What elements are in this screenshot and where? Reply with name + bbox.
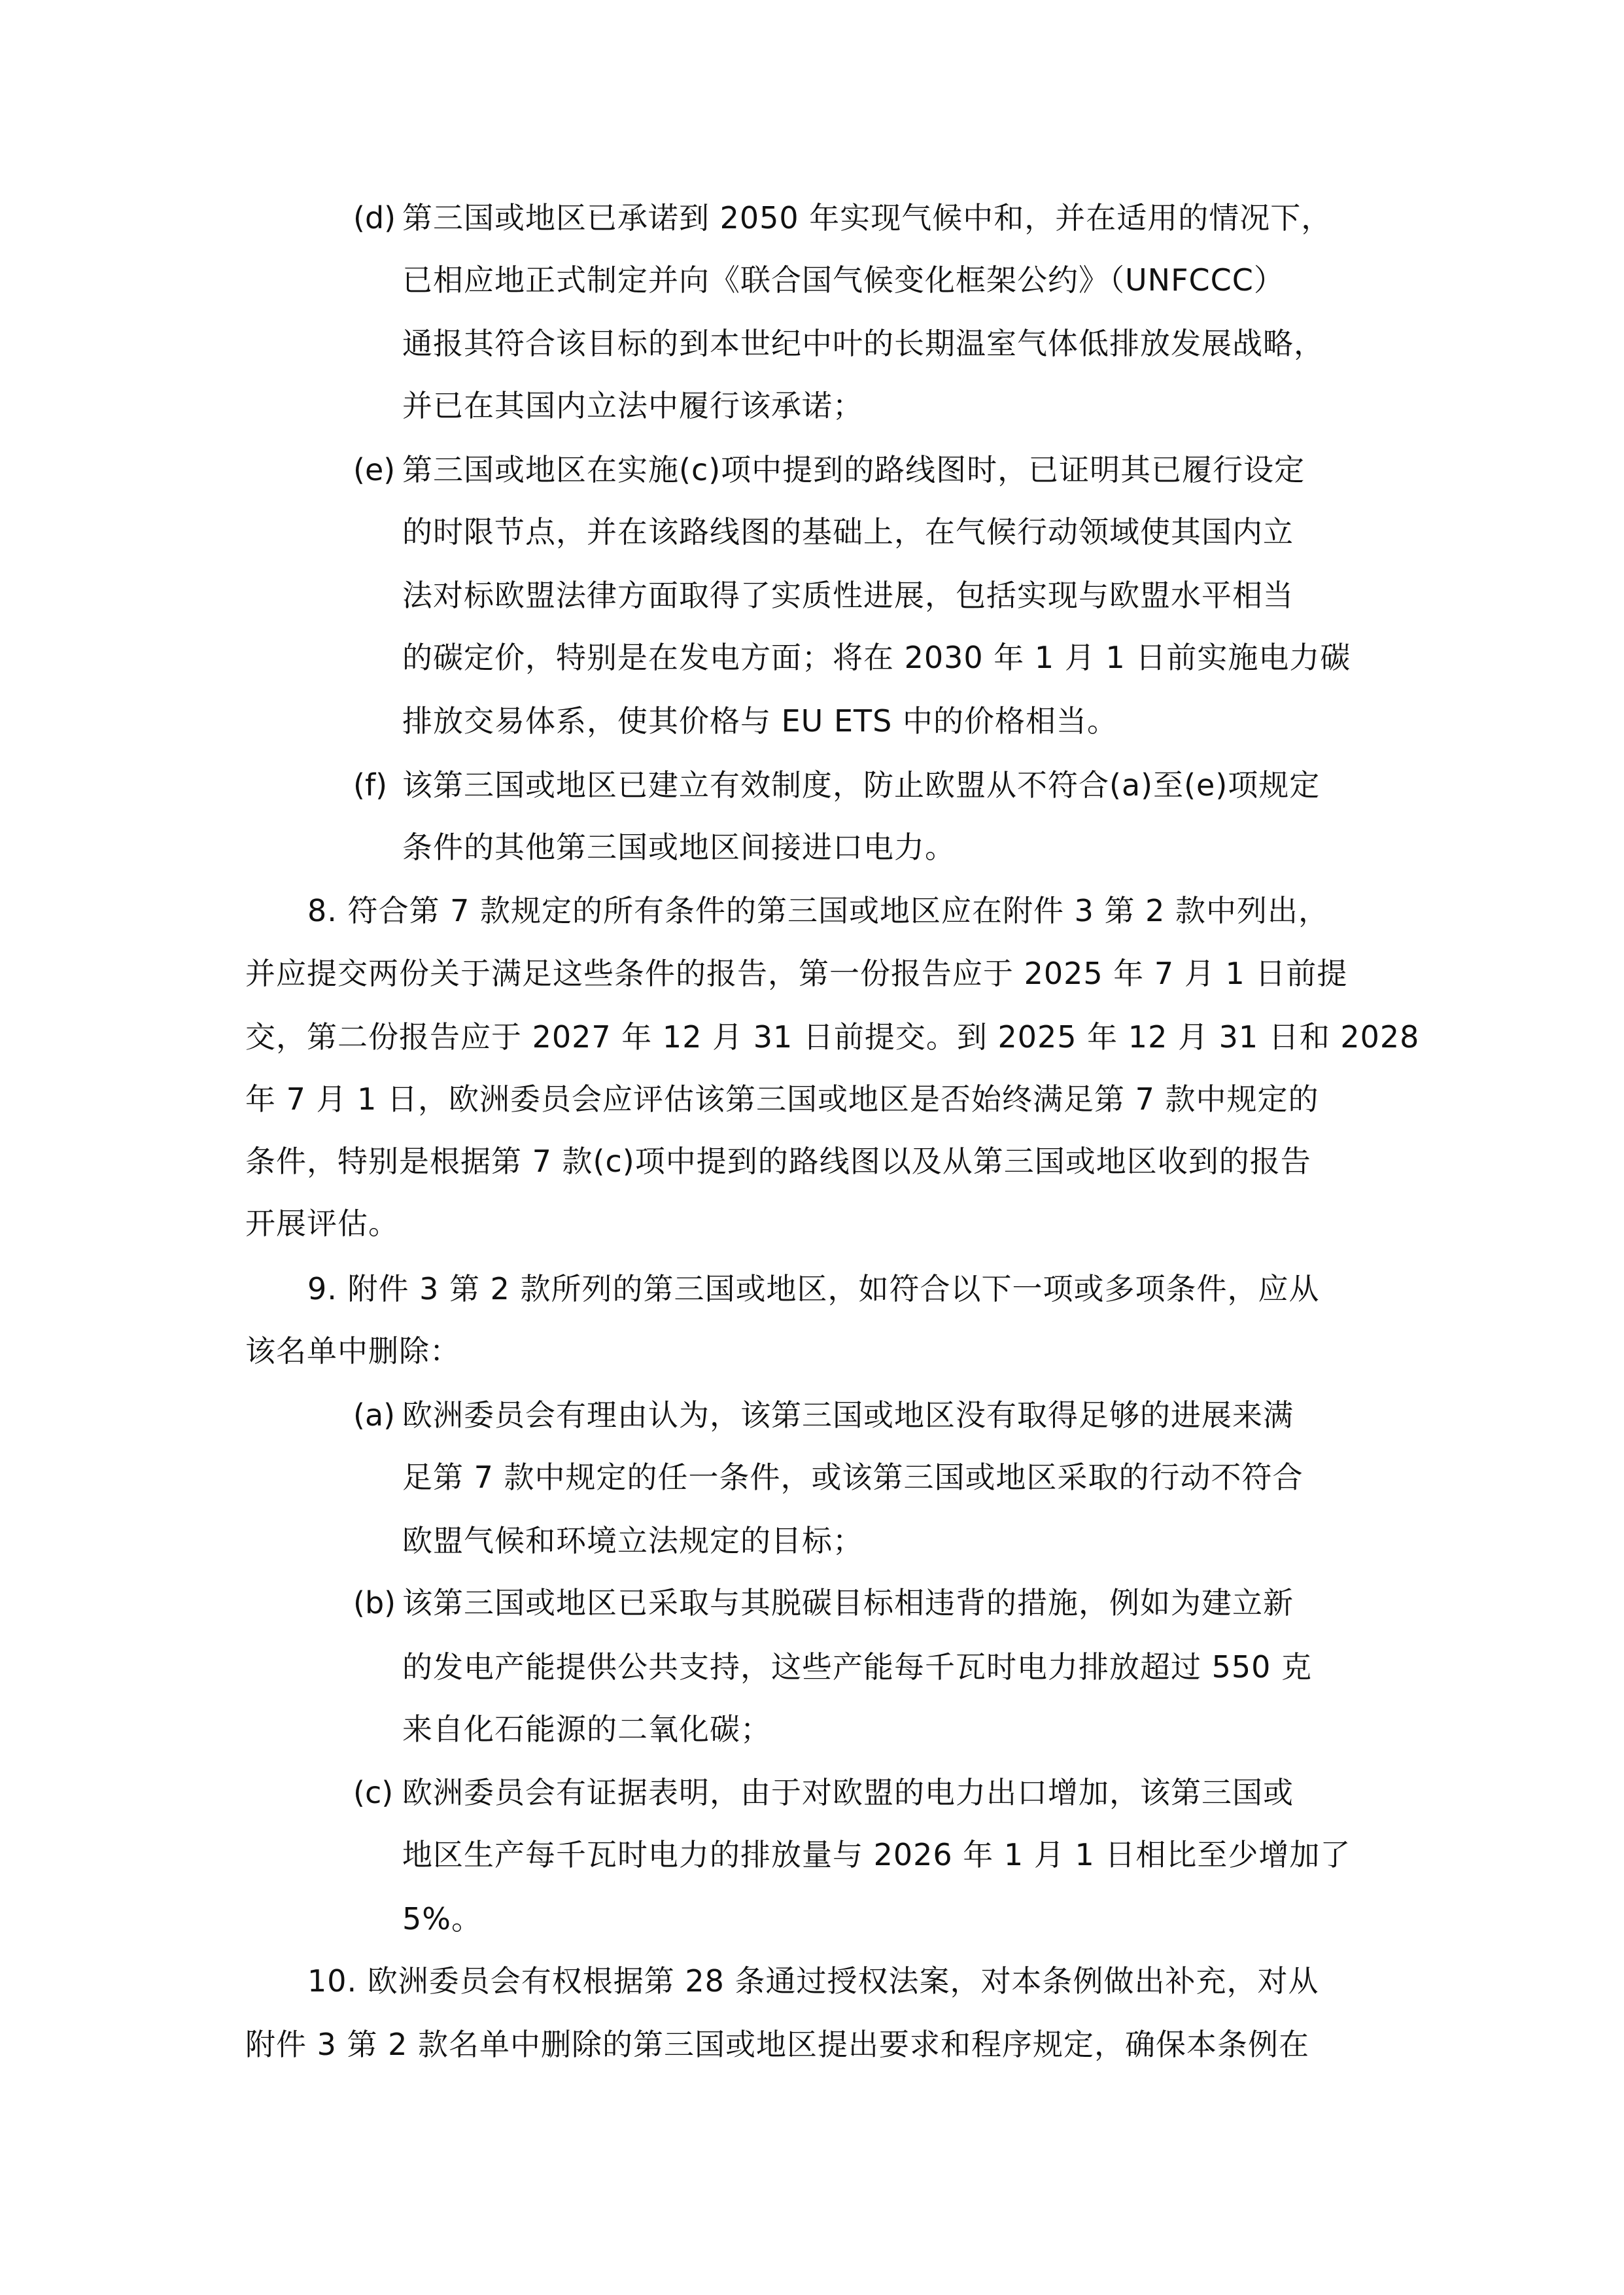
item-b-line: 该第三国或地区已采取与其脱碳目标相违背的措施，例如为建立新: [402, 1585, 1294, 1621]
item-e-line: 排放交易体系，使其价格与 EU ETS 中的价格相当。: [402, 703, 1118, 739]
paragraph-8-line: 条件，特别是根据第 7 款(c)项中提到的路线图以及从第三国或地区收到的报告: [245, 1144, 1311, 1179]
item-a-line: 足第 7 款中规定的任一条件，或该第三国或地区采取的行动不符合: [402, 1460, 1304, 1495]
item-c-marker: (c): [353, 1775, 394, 1810]
item-d-line: 并已在其国内立法中履行该承诺；: [402, 388, 863, 423]
item-e-line: 的时限节点，并在该路线图的基础上，在气候行动领域使其国内立: [402, 514, 1294, 550]
item-f-line: 条件的其他第三国或地区间接进口电力。: [402, 830, 956, 865]
item-e-line: 法对标欧盟法律方面取得了实质性进展，包括实现与欧盟水平相当: [402, 578, 1294, 613]
item-d-marker: (d): [353, 200, 396, 236]
item-a-line: 欧盟气候和环境立法规定的目标；: [402, 1523, 863, 1558]
paragraph-8-line: 并应提交两份关于满足这些条件的报告，第一份报告应于 2025 年 7 月 1 日前提: [245, 956, 1348, 991]
paragraph-9-line: 9. 附件 3 第 2 款所列的第三国或地区，如符合以下一项或多项条件，应从: [307, 1271, 1320, 1306]
paragraph-10-line: 10. 欧洲委员会有权根据第 28 条通过授权法案，对本条例做出补充，对从: [307, 1963, 1319, 1999]
item-f-line: 该第三国或地区已建立有效制度，防止欧盟从不符合(a)至(e)项规定: [402, 767, 1321, 803]
item-b-line: 来自化石能源的二氧化碳；: [402, 1711, 771, 1747]
paragraph-8-line: 开展评估。: [245, 1206, 399, 1241]
item-e-line: 第三国或地区在实施(c)项中提到的路线图时，已证明其已履行设定: [402, 452, 1305, 487]
item-f-marker: (f): [353, 767, 388, 803]
item-a-marker: (a): [353, 1397, 396, 1433]
paragraph-8-line: 年 7 月 1 日，欧洲委员会应评估该第三国或地区是否始终满足第 7 款中规定的: [245, 1081, 1319, 1117]
paragraph-8-line: 8. 符合第 7 款规定的所有条件的第三国或地区应在附件 3 第 2 款中列出，: [307, 893, 1330, 928]
paragraph-8-line: 交，第二份报告应于 2027 年 12 月 31 日前提交。到 2025 年 12 月 31 日和 2028: [245, 1019, 1420, 1055]
item-d-line: 第三国或地区已承诺到 2050 年实现气候中和，并在适用的情况下，: [402, 200, 1332, 236]
item-b-marker: (b): [353, 1585, 396, 1621]
item-c-line: 欧洲委员会有证据表明，由于对欧盟的电力出口增加，该第三国或: [402, 1775, 1294, 1810]
item-c-line: 地区生产每千瓦时电力的排放量与 2026 年 1 月 1 日相比至少增加了: [402, 1837, 1351, 1872]
item-b-line: 的发电产能提供公共支持，这些产能每千瓦时电力排放超过 550 克: [402, 1649, 1313, 1685]
item-e-line: 的碳定价，特别是在发电方面；将在 2030 年 1 月 1 日前实施电力碳: [402, 640, 1351, 675]
item-d-line: 已相应地正式制定并向《联合国气候变化框架公约》（UNFCCC）: [402, 262, 1285, 298]
paragraph-10-line: 附件 3 第 2 款名单中删除的第三国或地区提出要求和程序规定，确保本条例在: [245, 2027, 1310, 2062]
paragraph-9-line: 该名单中删除：: [245, 1333, 460, 1369]
item-d-line: 通报其符合该目标的到本世纪中叶的长期温室气体低排放发展战略，: [402, 326, 1324, 361]
item-a-line: 欧洲委员会有理由认为，该第三国或地区没有取得足够的进展来满: [402, 1397, 1294, 1433]
item-c-line: 5%。: [402, 1901, 482, 1936]
item-e-marker: (e): [353, 452, 396, 487]
